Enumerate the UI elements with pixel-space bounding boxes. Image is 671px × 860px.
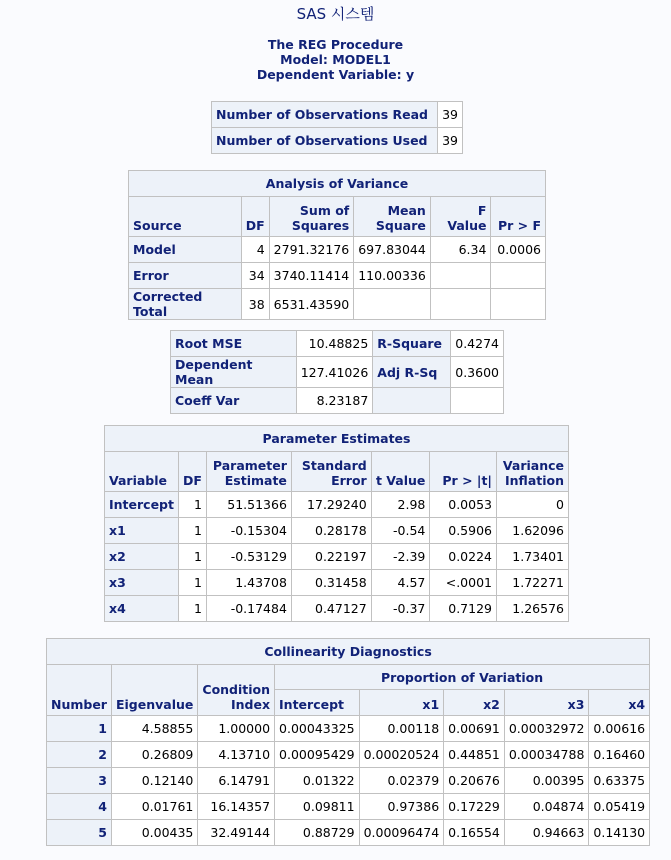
row-header: x4 — [105, 596, 179, 622]
cell: 0.00043325 — [275, 716, 360, 742]
table-row — [105, 426, 569, 452]
cell: 34 — [241, 263, 269, 289]
cell: 0.00032972 — [504, 716, 589, 742]
cell: <.0001 — [430, 570, 497, 596]
row-header: 5 — [47, 820, 112, 846]
col-header: DF — [241, 197, 269, 237]
cell: 0.01322 — [275, 768, 360, 794]
dependent-variable-title: Dependent Variable: y — [256, 67, 415, 82]
col-header: Parameter Estimate — [206, 452, 291, 492]
table-row — [47, 820, 650, 846]
col-header: Variable — [105, 452, 179, 492]
row-header: R-Square — [373, 331, 451, 357]
cell: 0.00096474 — [359, 820, 444, 846]
col-header: Condition Index — [198, 665, 275, 716]
cell: 0 — [497, 492, 569, 518]
cell: 0.0053 — [430, 492, 497, 518]
cell: 8.23187 — [296, 388, 373, 414]
row-header: 2 — [47, 742, 112, 768]
cell: 39 — [437, 128, 462, 154]
row-header: Corrected Total — [129, 289, 242, 320]
cell: 17.29240 — [291, 492, 371, 518]
table-row — [212, 102, 463, 128]
table-row — [212, 128, 463, 154]
cell: 0.04874 — [504, 794, 589, 820]
cell: 1 — [178, 596, 206, 622]
col-header: Pr > F — [491, 197, 546, 237]
cell: 0.09811 — [275, 794, 360, 820]
cell: 0.7129 — [430, 596, 497, 622]
col-header: Eigenvalue — [111, 665, 197, 716]
col-header: F Value — [430, 197, 491, 237]
fit-statistics-table — [170, 330, 504, 414]
cell: 0.5906 — [430, 518, 497, 544]
cell: 0.0006 — [491, 237, 546, 263]
cell: 1 — [178, 492, 206, 518]
cell: 38 — [241, 289, 269, 320]
cell: 0.17229 — [444, 794, 505, 820]
cell: 6.14791 — [198, 768, 275, 794]
col-header: x3 — [504, 690, 589, 716]
observations-table — [211, 101, 463, 154]
cell: 0.16554 — [444, 820, 505, 846]
row-header: Intercept — [105, 492, 179, 518]
parameter-estimates-table — [104, 425, 569, 622]
cell: -0.37 — [371, 596, 430, 622]
cell: 39 — [437, 102, 462, 128]
row-header: 4 — [47, 794, 112, 820]
cell: 1.00000 — [198, 716, 275, 742]
cell: 0.00616 — [589, 716, 650, 742]
col-header: x2 — [444, 690, 505, 716]
cell: 0.0224 — [430, 544, 497, 570]
cell: 2791.32176 — [269, 237, 354, 263]
cell: 1.73401 — [497, 544, 569, 570]
cell: 0.12140 — [111, 768, 197, 794]
cell: 32.49144 — [198, 820, 275, 846]
col-header: Sum of Squares — [269, 197, 354, 237]
table-header-row — [47, 665, 650, 690]
col-header: x4 — [589, 690, 650, 716]
cell: 0.05419 — [589, 794, 650, 820]
row-header: Number of Observations Used — [212, 128, 438, 154]
table-row — [105, 596, 569, 622]
row-header: x1 — [105, 518, 179, 544]
cell — [430, 263, 491, 289]
cell: 1.72271 — [497, 570, 569, 596]
table-caption: Analysis of Variance — [129, 171, 546, 197]
col-header: Number — [47, 665, 112, 716]
cell: 0.63375 — [589, 768, 650, 794]
row-header: 1 — [47, 716, 112, 742]
cell: -0.17484 — [206, 596, 291, 622]
cell: 0.00435 — [111, 820, 197, 846]
cell: 10.48825 — [296, 331, 373, 357]
cell: 0.00691 — [444, 716, 505, 742]
cell: 1.43708 — [206, 570, 291, 596]
cell — [430, 289, 491, 320]
row-header: Coeff Var — [171, 388, 297, 414]
cell: 0.97386 — [359, 794, 444, 820]
row-header: Dependent Mean — [171, 357, 297, 388]
col-header: Source — [129, 197, 242, 237]
cell: -0.54 — [371, 518, 430, 544]
cell: 4.13710 — [198, 742, 275, 768]
cell: 16.14357 — [198, 794, 275, 820]
cell: 51.51366 — [206, 492, 291, 518]
cell: 0.00118 — [359, 716, 444, 742]
cell: 1 — [178, 518, 206, 544]
cell: 1 — [178, 544, 206, 570]
table-row — [129, 171, 546, 197]
anova-table — [128, 170, 546, 320]
col-header: t Value — [371, 452, 430, 492]
cell — [354, 289, 431, 320]
cell: -2.39 — [371, 544, 430, 570]
cell: 4 — [241, 237, 269, 263]
cell: 0.28178 — [291, 518, 371, 544]
table-row — [129, 263, 546, 289]
col-header: Mean Square — [354, 197, 431, 237]
cell: 0.4274 — [451, 331, 504, 357]
cell: 0.88729 — [275, 820, 360, 846]
cell: 4.58855 — [111, 716, 197, 742]
table-row — [105, 544, 569, 570]
table-row — [171, 331, 504, 357]
cell: 0.14130 — [589, 820, 650, 846]
table-caption: Collinearity Diagnostics — [47, 639, 650, 665]
table-row — [129, 289, 546, 320]
table-row — [105, 570, 569, 596]
table-caption: Parameter Estimates — [105, 426, 569, 452]
row-header: Model — [129, 237, 242, 263]
cell: 697.83044 — [354, 237, 431, 263]
table-row — [105, 492, 569, 518]
cell: 1.26576 — [497, 596, 569, 622]
col-header: Standard Error — [291, 452, 371, 492]
cell: 0.00095429 — [275, 742, 360, 768]
table-row — [171, 388, 504, 414]
col-header: Intercept — [275, 690, 360, 716]
model-title: Model: MODEL1 — [280, 52, 391, 67]
cell — [491, 289, 546, 320]
cell: 0.26809 — [111, 742, 197, 768]
cell: -0.53129 — [206, 544, 291, 570]
table-row — [47, 794, 650, 820]
table-row — [47, 742, 650, 768]
row-header: Adj R-Sq — [373, 357, 451, 388]
cell: 0.02379 — [359, 768, 444, 794]
row-header: Error — [129, 263, 242, 289]
row-header — [373, 388, 451, 414]
table-header-row — [129, 197, 546, 237]
row-header: x3 — [105, 570, 179, 596]
cell: 6.34 — [430, 237, 491, 263]
cell: -0.15304 — [206, 518, 291, 544]
cell: 3740.11414 — [269, 263, 354, 289]
table-row — [47, 768, 650, 794]
cell: 0.3600 — [451, 357, 504, 388]
cell: 0.31458 — [291, 570, 371, 596]
cell: 0.01761 — [111, 794, 197, 820]
cell: 0.22197 — [291, 544, 371, 570]
table-row — [47, 639, 650, 665]
row-header: 3 — [47, 768, 112, 794]
cell: 0.20676 — [444, 768, 505, 794]
col-header: x1 — [359, 690, 444, 716]
cell: 6531.43590 — [269, 289, 354, 320]
table-header-row — [105, 452, 569, 492]
cell: 1.62096 — [497, 518, 569, 544]
cell: 4.57 — [371, 570, 430, 596]
table-row — [105, 518, 569, 544]
collinearity-diagnostics-table — [46, 638, 650, 846]
cell: 0.00020524 — [359, 742, 444, 768]
cell: 1 — [178, 570, 206, 596]
col-header: DF — [178, 452, 206, 492]
cell — [451, 388, 504, 414]
cell: 0.44851 — [444, 742, 505, 768]
procedure-title: The REG Procedure — [267, 37, 404, 52]
col-header: Pr > |t| — [430, 452, 497, 492]
cell: 0.16460 — [589, 742, 650, 768]
cell: 110.00336 — [354, 263, 431, 289]
table-row — [47, 716, 650, 742]
cell — [491, 263, 546, 289]
cell: 2.98 — [371, 492, 430, 518]
system-title: SAS 시스템 — [296, 5, 375, 23]
row-header: Number of Observations Read — [212, 102, 438, 128]
cell: 0.00395 — [504, 768, 589, 794]
col-header: Variance Inflation — [497, 452, 569, 492]
table-row — [171, 357, 504, 388]
row-header: Root MSE — [171, 331, 297, 357]
row-header: x2 — [105, 544, 179, 570]
cell: 0.00034788 — [504, 742, 589, 768]
cell: 0.47127 — [291, 596, 371, 622]
cell: 0.94663 — [504, 820, 589, 846]
table-row — [129, 237, 546, 263]
col-group-header: Proportion of Variation — [275, 665, 650, 690]
cell: 127.41026 — [296, 357, 373, 388]
